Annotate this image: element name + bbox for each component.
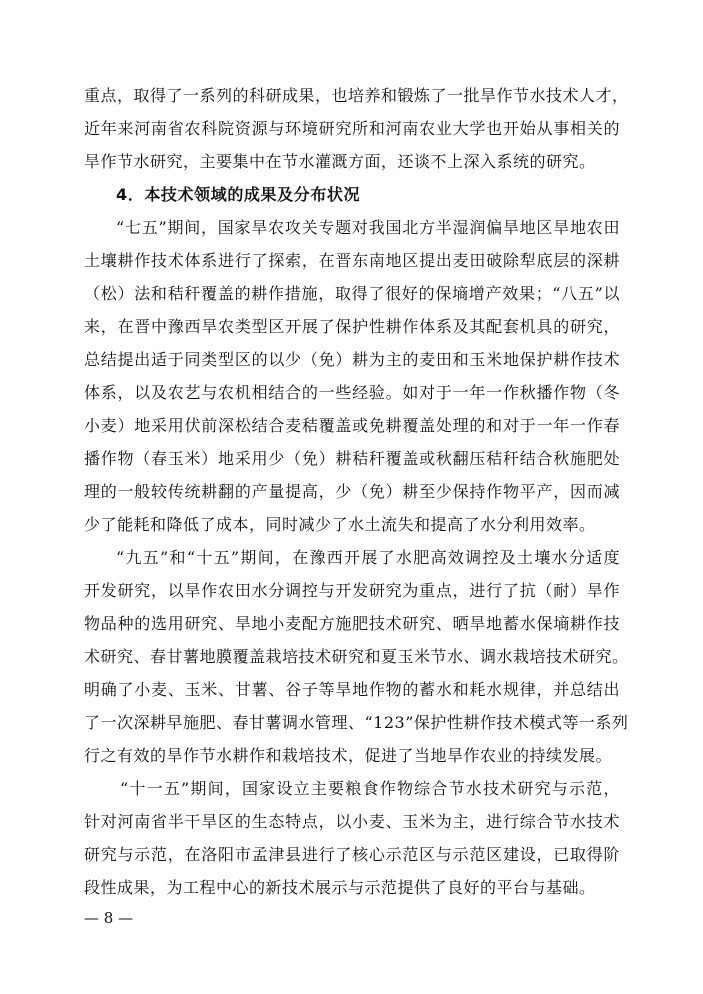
paragraph-line: 研究与示范，在洛阳市孟津县进行了核心示范区与示范区建设，已取得阶 [84, 845, 620, 864]
paragraph-line: 明确了小麦、玉米、甘薯、谷子等旱地作物的蓄水和耗水规律，并总结出 [84, 680, 620, 699]
paragraph-line: 理的一般较传统耕翻的产量提高，少（免）耕至少保持作物平产，因而减 [84, 482, 620, 501]
paragraph-line: 术研究、春甘薯地膜覆盖栽培技术研究和夏玉米节水、调水栽培技术研究。 [84, 647, 629, 666]
paragraph-line: 小麦）地采用伏前深松结合麦秸覆盖或免耕覆盖处理的和对于一年一作春 [84, 416, 620, 435]
paragraph-line: 物品种的选用研究、旱地小麦配方施肥技术研究、晒旱地蓄水保墒耕作技 [84, 614, 620, 633]
paragraph-line: 行之有效的旱作节水耕作和栽培技术，促进了当地旱作农业的持续发展。 [84, 746, 613, 765]
paragraph-line: 土壤耕作技术体系进行了探索，在晋东南地区提出麦田破除犁底层的深耕 [84, 251, 620, 270]
paragraph-line: 体系，以及农艺与农机相结合的一些经验。如对于一年一作秋播作物（冬 [84, 383, 620, 402]
paragraph-line: 播作物（春玉米）地采用少（免）耕秸秆覆盖或秋翻压秸秆结合秋施肥处 [84, 449, 620, 468]
paragraph-line: 总结提出适于同类型区的以少（免）耕为主的麦田和玉米地保护耕作技术 [84, 350, 620, 369]
paragraph-line: 针对河南省半干旱区的生态特点，以小麦、玉米为主，进行综合节水技术 [84, 812, 620, 831]
paragraph-line: （松）法和秸秆覆盖的耕作措施，取得了很好的保墒增产效果；“八五”以 [84, 284, 620, 303]
paragraph-line: 段性成果，为工程中心的新技术展示与示范提供了良好的平台与基础。 [84, 878, 596, 897]
paragraph-line: 近年来河南省农科院资源与环境研究所和河南农业大学也开始从事相关的 [84, 119, 620, 138]
paragraph-line: “十一五”期间，国家设立主要粮食作物综合节水技术研究与示范， [120, 779, 620, 798]
section-heading: 4．本技术领域的成果及分布状况 [116, 185, 361, 204]
paragraph-line: “九五”和“十五”期间，在豫西开展了水肥高效调控及土壤水分适度 [116, 548, 620, 567]
paragraph-line: “七五”期间，国家旱农攻关专题对我国北方半湿润偏旱地区旱地农田 [116, 218, 620, 237]
paragraph-line: 开发研究，以旱作农田水分调控与开发研究为重点，进行了抗（耐）旱作 [84, 581, 620, 600]
paragraph-line: 了一次深耕早施肥、春甘薯调水管理、“123”保护性耕作技术模式等一系列 [84, 713, 629, 732]
paragraph-line: 旱作节水研究，主要集中在节水灌溉方面，还谈不上深入系统的研究。 [84, 152, 596, 171]
paragraph-line: 来，在晋中豫西旱农类型区开展了保护性耕作体系及其配套机具的研究， [84, 317, 620, 336]
paragraph-line: 少了能耗和降低了成本，同时减少了水土流失和提高了水分利用效率。 [84, 515, 596, 534]
paragraph-line: 重点，取得了一系列的科研成果，也培养和锻炼了一批旱作节水技术人才， [84, 86, 629, 105]
page-number: — 8 — [84, 909, 134, 927]
